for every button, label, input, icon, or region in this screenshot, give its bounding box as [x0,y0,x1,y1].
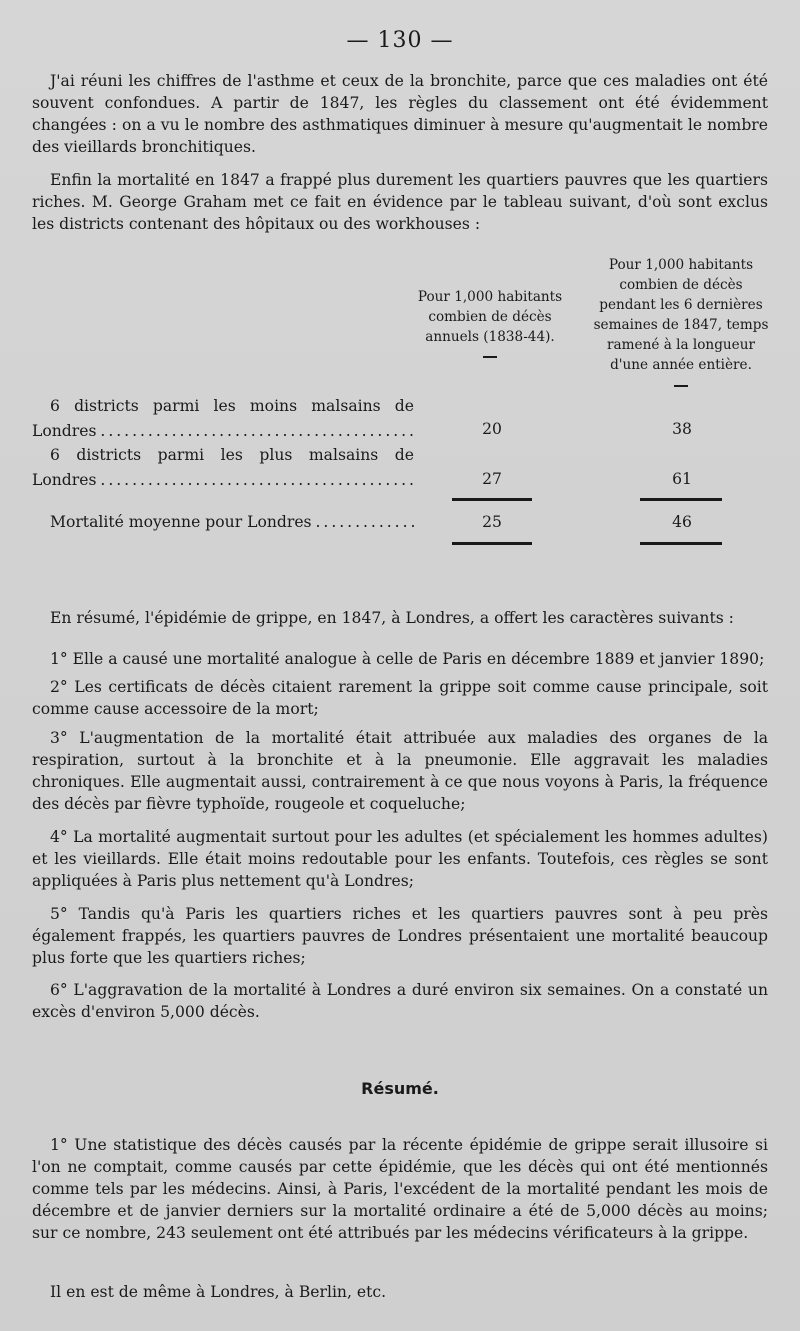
paragraph-mortalite-quartiers: Enfin la mortalité en 1847 a frappé plus durement les quartiers pauvres que les quartiers riches. M. George Graham met ce fait en évidence par le tableau suivant, d'où sont exclus les districts contenant des hôpitaux ou des workhouses : [32,171,768,233]
table-total-cell: 46 [672,513,692,531]
summary-item: 2° Les certificats de décès citaient rarement la grippe soit comme cause principale, soit comme cause accessoire de la mort; [32,678,768,718]
table-col1-header: Pour 1,000 habitants combien de décès annuels (1838-44). [417,289,563,345]
table-col2-header: Pour 1,000 habitants combien de décès pendant les 6 dernières semaines de 1847, temps ramené à la longueur d'une année entière. [593,257,769,373]
table-rule [640,498,722,501]
total-label-text: Mortalité moyenne pour Londres . . . [50,510,414,535]
table-row-label [32,394,414,444]
table-cell: 27 [482,470,502,488]
resume-paragraph-final: Il en est de même à Londres, à Berlin, etc. [50,1283,387,1301]
table-rule [452,498,532,501]
summary-item: 5° Tandis qu'à Paris les quartiers riches et les quartiers pauvres sont à peu près également frappés, les quartiers pauvres de Londres présentaient une mortalité beaucoup plus forte que les quartiers riches; [32,905,768,967]
paragraph-asthme: J'ai réuni les chiffres de l'asthme et ceux de la bronchite, parce que ces maladies ont été souvent confondues. A partir de 1847, les règles du classement ont été évidemment changées : on a vu le nombre des asthmatiques diminuer à mesure qu'augmentait le nombre des vieillards bronchitiques. [32,72,768,156]
table-rule [640,542,722,545]
table-total-label [32,510,414,535]
col2-header-dash [674,385,688,387]
table-total-cell: 25 [482,513,502,531]
summary-item: 3° L'augmentation de la mortalité était attribuée aux maladies des organes de la respiration, surtout à la bronchite et à la pneumonie. Elle aggravait les maladies chroniques. Elle augmentait aussi, contrairement à ce que nous voyons à Paris, la fréquence des décès par fièvre typhoïde, rougeole et coqueluche; [32,729,768,813]
table-cell: 20 [482,420,502,438]
row-label-line2: Londres . . . [32,419,414,444]
page-number: — 130 — [346,28,454,53]
table-cell: 61 [672,470,692,488]
table-cell: 38 [672,420,692,438]
summary-item: 4° La mortalité augmentait surtout pour les adultes (et spécialement les hommes adultes) et les vieillards. Elle était moins redoutable pour les enfants. Toutefois, ces règles se sont appliquées à Paris plus nettement qu'à Londres; [32,828,768,890]
col1-header-dash [483,356,497,358]
table-row-label [32,443,414,493]
resume-paragraph: 1° Une statistique des décès causés par la récente épidémie de grippe serait illusoire si l'on ne comptait, comme causés par cette épidémie, que les décès qui ont été mentionnés comme tels par les médecins. Ainsi, à Paris, l'excédent de la mortalité pendant les mois de décembre et de janvier derniers sur la mortalité ordinaire a été de 5,000 décès au moins; sur ce nombre, 243 seulement ont été attribués par les médecins vérificateurs à la grippe. [32,1136,768,1242]
resume-heading: Résumé. [361,1079,439,1098]
row-label-line1: 6 districts parmi les moins malsains de [50,397,414,415]
row-label-line1: 6 districts parmi les plus malsains de [50,446,414,464]
summary-item: 6° L'aggravation de la mortalité à Londres a duré environ six semaines. On a constaté un excès d'environ 5,000 décès. [32,981,768,1021]
summary-intro: En résumé, l'épidémie de grippe, en 1847, à Londres, a offert les caractères suivants : [50,609,734,627]
row-label-line2: Londres . . . [32,468,414,493]
summary-item: 1° Elle a causé une mortalité analogue à celle de Paris en décembre 1889 et janvier 1890; [50,650,765,668]
table-rule [452,542,532,545]
